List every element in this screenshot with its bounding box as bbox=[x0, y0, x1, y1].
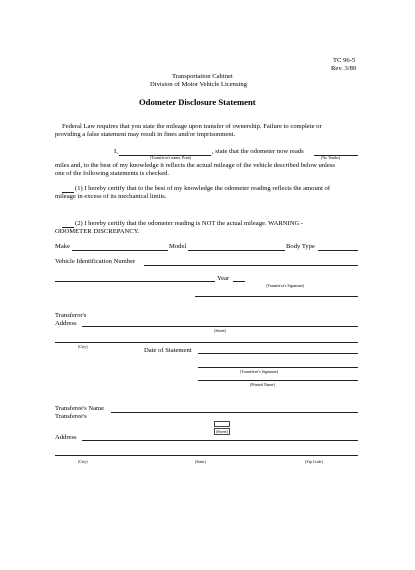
make-label: Make bbox=[55, 243, 71, 250]
option-2-line-1: (2) I hereby certify that the odometer reading is NOT the actual mileage. WARNING - bbox=[75, 220, 304, 227]
transferee-signature-caption: (Transferee's Signature) bbox=[240, 369, 279, 374]
transferor-street-field[interactable] bbox=[82, 326, 358, 327]
transferee-street-caption: (Street) bbox=[216, 429, 228, 434]
transferee-street-field[interactable] bbox=[82, 440, 358, 441]
option-1-line-1: (1) I hereby certify that to the best of my knowledge the odometer reading reflects the amount of bbox=[75, 185, 331, 192]
transferee-state-caption: (State) bbox=[195, 459, 206, 464]
body-type-field[interactable] bbox=[318, 250, 358, 251]
i-label: I, bbox=[114, 148, 118, 155]
date-of-statement-field[interactable] bbox=[198, 353, 358, 354]
tenths-caption: (No Tenths) bbox=[321, 155, 341, 160]
transferee-name-field[interactable] bbox=[111, 412, 358, 413]
page-title: Odometer Disclosure Statement bbox=[139, 97, 256, 107]
transferor-label: Transferor's bbox=[55, 312, 87, 319]
make-field[interactable] bbox=[72, 250, 168, 251]
printed-name-field[interactable] bbox=[198, 380, 358, 381]
transferee-label: Transferee's bbox=[55, 413, 87, 420]
year-field[interactable] bbox=[233, 281, 245, 282]
date-of-statement-label: Date of Statement bbox=[144, 347, 192, 354]
vehicle-extra-line[interactable] bbox=[195, 296, 358, 297]
transferee-small-box[interactable] bbox=[214, 421, 230, 427]
body-type-label: Body Type bbox=[286, 243, 315, 250]
transferor-signature-field[interactable] bbox=[55, 281, 215, 282]
vin-field[interactable] bbox=[144, 265, 358, 266]
division-name: Division of Motor Vehicle Licensing bbox=[150, 81, 247, 88]
option-1-line-2: mileage in excess of its mechanical limits. bbox=[55, 193, 167, 200]
transferor-city-caption: (City) bbox=[78, 344, 88, 349]
transferor-city-field[interactable] bbox=[55, 342, 358, 343]
transferor-signature-caption: (Transferor's Signature) bbox=[266, 283, 305, 288]
form-number: TC 96-5 bbox=[333, 57, 356, 64]
vin-label: Vehicle Identification Number bbox=[55, 258, 136, 265]
transferee-city-state-zip-field[interactable] bbox=[55, 455, 358, 456]
printed-name-caption: (Printed Name) bbox=[250, 382, 275, 387]
statement-line-2: miles and, to the best of my knowledge it reflects the actual mileage of the vehicle described below unless bbox=[55, 162, 335, 169]
state-odometer-text: , state that the odometer now reads bbox=[212, 148, 304, 155]
transferor-name-caption: (Transferor's name, Print) bbox=[150, 155, 192, 160]
transferor-address-label: Address bbox=[55, 320, 77, 327]
revision-date: Rev. 3/89 bbox=[331, 65, 357, 72]
transferee-city-caption: (City) bbox=[78, 459, 88, 464]
transferee-address-label: Address bbox=[55, 434, 77, 441]
statement-line-3: one of the following statements is checked. bbox=[55, 170, 170, 177]
year-label: Year bbox=[217, 275, 230, 282]
transferee-name-label: Transferee's Name bbox=[55, 405, 105, 412]
transferee-signature-field[interactable] bbox=[198, 367, 358, 368]
agency-name: Transportation Cabinet bbox=[172, 73, 233, 80]
transferee-zip-caption: (Zip Code) bbox=[305, 459, 323, 464]
intro-line-1: Federal Law requires that you state the mileage upon transfer of ownership. Failure to complete or bbox=[62, 123, 322, 130]
option-2-line-2: ODOMETER DISCREPANCY. bbox=[55, 228, 140, 235]
model-label: Model bbox=[169, 243, 187, 250]
model-field[interactable] bbox=[188, 250, 285, 251]
transferor-street-caption: (Street) bbox=[214, 328, 226, 333]
intro-line-2: providing a false statement may result in fines and/or imprisonment. bbox=[55, 131, 236, 138]
